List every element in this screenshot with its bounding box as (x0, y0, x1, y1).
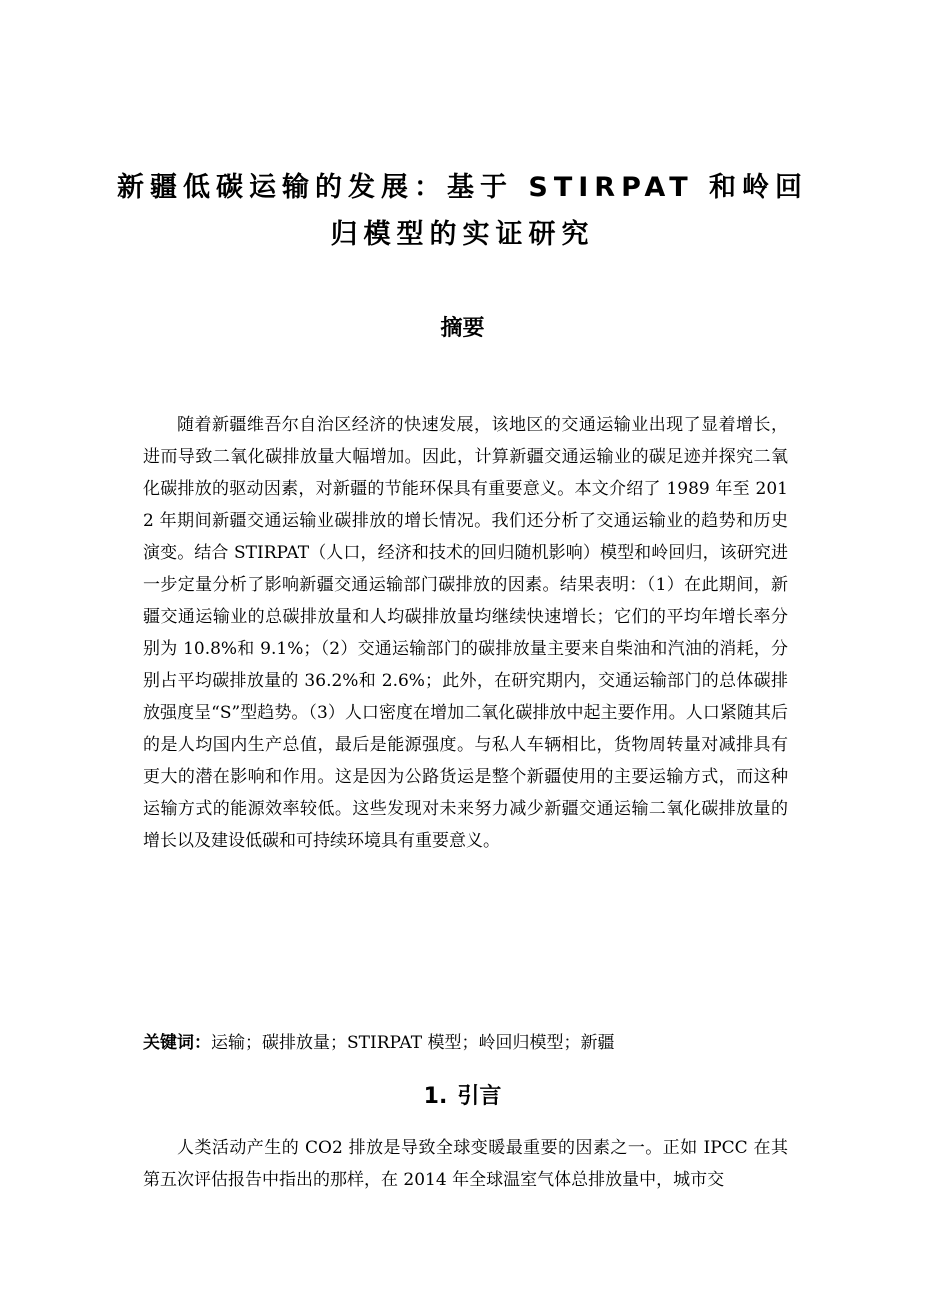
introduction-paragraph: 人类活动产生的 CO2 排放是导致全球变暖最重要的因素之一。正如 IPCC 在其第五次评估报告中指出的那样，在 2014 年全球温室气体总排放量中，城市交 (143, 1138, 788, 1190)
paper-title-line-2: 归模型的实证研究 (330, 219, 595, 250)
keywords-text: 运输；碳排放量；STIRPAT 模型；岭回归模型；新疆 (211, 1033, 615, 1053)
keywords-line (143, 1027, 793, 1059)
section-heading-introduction (0, 1080, 925, 1114)
section-number: 1. (423, 1084, 448, 1109)
section-title: 引言 (457, 1084, 502, 1109)
keywords-label: 关键词： (143, 1033, 211, 1053)
abstract-paragraph: 随着新疆维吾尔自治区经济的快速发展，该地区的交通运输业出现了显着增长，进而导致二氧化碳排放量大幅增加。因此，计算新疆交通运输业的碳足迹并探究二氧化碳排放的驱动因素，对新疆的节能环保具有重要意义。本文介绍了 1989 年至 2012 年期间新疆交通运输业碳排放的增长情况。我们还分析了交通运输业的趋势和历史演变。结合 STIRPAT（人口，经济和技术的回归随机影响）模型和岭回归，该研究进一步定量分析了影响新疆交通运输部门碳排放的因素。结果表明：（1）在此期间，新疆交通运输业的总碳排放量和人均碳排放量均继续快速增长；它们的平均年增长率分别为 10.8%和 9.1%；（2）交通运输部门的碳排放量主要来自柴油和汽油的消耗，分别占平均碳排放量的 36.2%和 2.6%；此外，在研究期内，交通运输部门的总体碳排放强度呈“S”型趋势。（3）人口密度在增加二氧化碳排放中起主要作用。人口紧随其后的是人均国内生产总值，最后是能源强度。与私人车辆相比，货物周转量对减排具有更大的潜在影响和作用。这是因为公路货运是整个新疆使用的主要运输方式，而这种运输方式的能源效率较低。这些发现对未来努力减少新疆交通运输二氧化碳排放量的增长以及建设低碳和可持续环境具有重要意义。 (143, 415, 788, 851)
paper-title-line-1: 新疆低碳运输的发展：基于 STIRPAT 和岭回 (116, 172, 809, 203)
abstract-heading: 摘要 (440, 316, 485, 341)
